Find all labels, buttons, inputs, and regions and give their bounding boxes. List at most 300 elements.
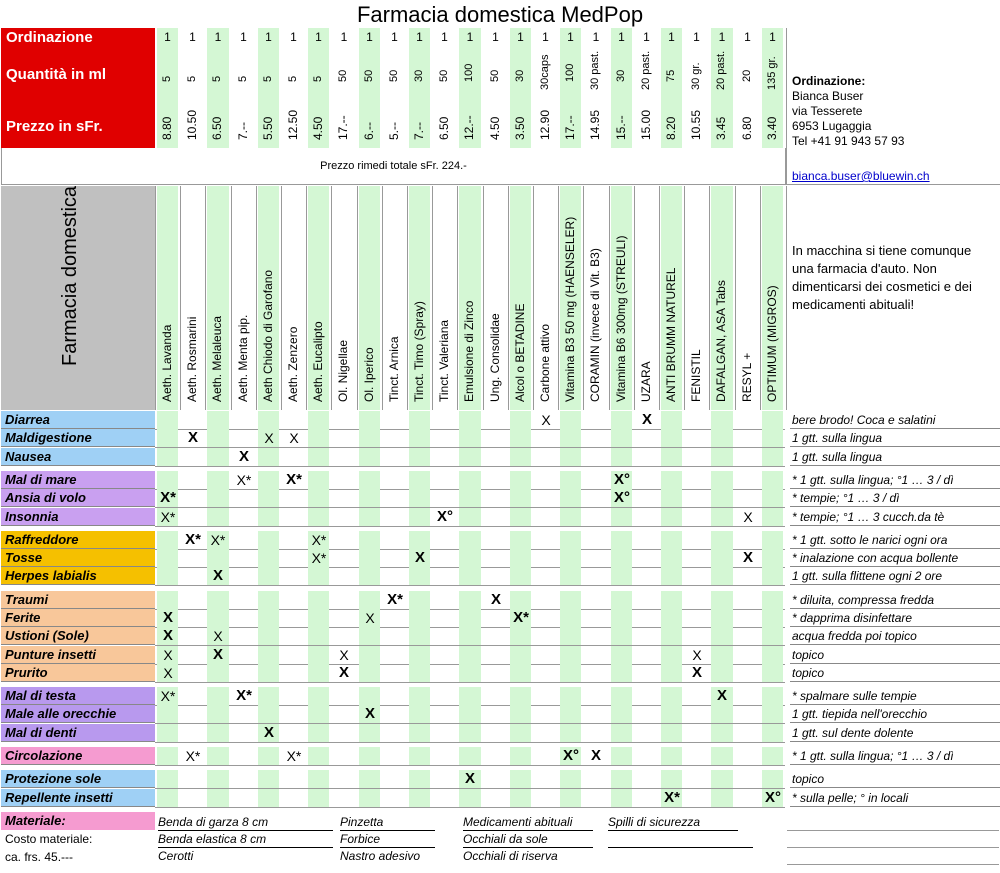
cell-mark: X*	[160, 688, 176, 704]
column-bg	[711, 567, 733, 585]
column-bg	[711, 591, 733, 609]
column-bg	[409, 429, 430, 447]
column-bg	[560, 549, 581, 567]
column-bg	[359, 687, 380, 705]
contact-heading: Ordinazione:	[792, 74, 866, 88]
column-bg	[661, 549, 682, 567]
product-name: Alcol o BETADINE	[513, 303, 527, 402]
column-bg	[762, 770, 783, 788]
material-item: Occhiali da sole	[463, 831, 593, 848]
cell-mark: X*	[311, 532, 327, 548]
column-bg	[711, 724, 733, 742]
row-divider	[155, 466, 785, 467]
cell-mark: X	[163, 665, 173, 681]
row-divider	[155, 742, 785, 743]
row-divider	[155, 526, 785, 527]
row-note: topico	[790, 646, 1000, 664]
column-bg	[308, 664, 329, 682]
column-bg	[308, 489, 329, 507]
column-bg	[459, 508, 481, 526]
header-labels	[1, 28, 155, 148]
column-bg	[409, 471, 430, 489]
column-bg	[157, 411, 178, 429]
column-divider	[457, 186, 458, 410]
column-bg	[510, 591, 531, 609]
product-name: Tinct. Valeriana	[437, 319, 451, 402]
price-value: 3.50	[513, 116, 527, 140]
column-bg	[510, 508, 531, 526]
column-bg	[157, 724, 178, 742]
order-qty: 1	[416, 30, 423, 44]
order-qty: 1	[240, 30, 247, 44]
product-name: FENISTIL	[689, 349, 703, 402]
cell-mark: X°	[613, 471, 630, 488]
row-note: * tempie; °1 … 3 / dì	[790, 489, 1000, 507]
price-value: 15.--	[614, 115, 628, 140]
row-label: Insonnia	[1, 508, 155, 526]
quantity-value: 5	[186, 75, 198, 82]
order-qty: 1	[265, 30, 272, 44]
product-name: Aeth. Melaleuca	[210, 315, 224, 402]
row-label: Mal di mare	[1, 471, 155, 489]
quantity-value: 100	[463, 63, 475, 82]
material-item: Cerotti	[158, 849, 194, 863]
column-bg	[711, 646, 733, 664]
column-divider	[735, 186, 736, 410]
column-bg	[711, 705, 733, 723]
column-bg	[459, 609, 481, 627]
column-bg	[611, 627, 632, 645]
row-note: * inalazione con acqua bollente	[790, 549, 1000, 567]
column-bg	[510, 646, 531, 664]
column-bg	[661, 531, 682, 549]
price-value: 3.45	[714, 116, 728, 140]
product-name: Emulsione di Zinco	[462, 300, 476, 402]
column-bg	[359, 747, 380, 765]
column-bg	[762, 705, 783, 723]
column-bg	[560, 489, 581, 507]
cell-mark: X*	[664, 789, 680, 806]
column-bg	[157, 429, 178, 447]
cell-mark: X	[339, 647, 349, 663]
column-bg	[661, 770, 682, 788]
column-bg	[308, 687, 329, 705]
column-bg	[762, 549, 783, 567]
column-bg	[409, 770, 430, 788]
column-bg	[359, 448, 380, 466]
product-name: ANTI BRUMM NATUREL	[664, 267, 678, 402]
column-bg	[409, 411, 430, 429]
column-bg	[459, 789, 481, 807]
quantity-value: 135 gr.	[766, 56, 778, 90]
price-value: 7.--	[412, 122, 426, 140]
column-bg	[510, 531, 531, 549]
column-bg	[560, 567, 581, 585]
column-divider	[709, 186, 710, 410]
cell-mark: X*	[236, 687, 252, 704]
cell-mark: X*	[286, 471, 302, 488]
column-bg	[711, 471, 733, 489]
column-bg	[157, 448, 178, 466]
column-bg	[207, 591, 229, 609]
price-value: 10.55	[689, 109, 703, 140]
cell-mark: X	[541, 412, 551, 428]
row-note: topico	[790, 664, 1000, 682]
column-bg	[762, 567, 783, 585]
price-value: 8.80	[160, 116, 174, 140]
contact-email[interactable]: bianca.buser@bluewin.ch	[792, 169, 930, 183]
product-name: Aeth. Rosmarini	[185, 316, 199, 402]
cell-mark: X	[464, 770, 475, 787]
column-divider	[256, 186, 257, 410]
product-name: Aeth. Lavanda	[160, 324, 174, 402]
column-bg	[157, 567, 178, 585]
price-value: 3.40	[765, 116, 779, 140]
column-bg	[762, 747, 783, 765]
cell-mark: X	[743, 509, 753, 525]
product-name: Ung. Consolidae	[488, 313, 502, 402]
row-divider	[155, 765, 785, 766]
column-bg	[560, 508, 581, 526]
contact-tel: Tel +41 91 943 57 93	[792, 134, 905, 148]
prezzo-label: Prezzo in sFr.	[6, 118, 103, 135]
column-bg	[762, 531, 783, 549]
column-divider	[306, 186, 307, 410]
cell-mark: X	[338, 664, 349, 681]
column-divider	[407, 186, 408, 410]
row-label: Herpes labialis	[1, 567, 155, 585]
column-bg	[258, 687, 279, 705]
column-bg	[510, 429, 531, 447]
column-bg	[560, 609, 581, 627]
cell-mark: X	[692, 647, 702, 663]
row-note: 1 gtt. sulla lingua	[790, 448, 1000, 466]
material-item: Benda elastica 8 cm	[158, 831, 333, 848]
materials-label: Materiale:	[1, 812, 155, 830]
quantity-value: 30 past.	[589, 50, 601, 90]
column-bg	[510, 687, 531, 705]
column-bg	[308, 448, 329, 466]
column-bg	[409, 627, 430, 645]
price-value: 5.50	[261, 116, 275, 140]
column-bg	[560, 724, 581, 742]
column-bg	[611, 705, 632, 723]
column-bg	[711, 549, 733, 567]
column-bg	[359, 789, 380, 807]
column-bg	[459, 747, 481, 765]
cell-mark: X*	[210, 532, 226, 548]
row-note: * dapprima disinfettare	[790, 609, 1000, 627]
column-bg	[560, 531, 581, 549]
column-bg	[258, 489, 279, 507]
column-bg	[560, 627, 581, 645]
order-qty: 1	[466, 30, 474, 44]
column-bg	[308, 747, 329, 765]
cell-mark: X*	[185, 531, 201, 548]
column-bg	[409, 789, 430, 807]
column-divider	[609, 186, 610, 410]
cell-mark: X*	[513, 609, 529, 626]
info-text: In macchina si tiene comunque una farmacia d'auto. Non dimenticarsi dei cosmetici e dei medicamenti abituali!	[792, 243, 972, 312]
column-bg	[157, 747, 178, 765]
cell-mark: X	[213, 628, 223, 644]
column-bg	[510, 567, 531, 585]
column-bg	[157, 591, 178, 609]
column-bg	[459, 489, 481, 507]
cell-mark: X°	[613, 489, 630, 506]
column-bg	[409, 609, 430, 627]
cell-mark: X*	[311, 550, 327, 566]
column-bg	[207, 508, 229, 526]
column-bg	[560, 646, 581, 664]
column-divider	[634, 186, 635, 410]
column-bg	[762, 411, 783, 429]
column-bg	[359, 508, 380, 526]
column-divider	[684, 186, 685, 410]
column-bg	[308, 705, 329, 723]
material-item: Medicamenti abituali	[463, 814, 593, 831]
column-bg	[207, 687, 229, 705]
product-name: Vitamina B3 50 mg (HAENSELER)	[563, 216, 577, 402]
row-divider	[155, 807, 785, 808]
row-label: Diarrea	[1, 411, 155, 429]
column-bg	[258, 411, 279, 429]
column-bg	[308, 724, 329, 742]
column-divider	[760, 186, 761, 410]
column-bg	[207, 789, 229, 807]
product-name: Aeth. Menta pip.	[236, 314, 250, 402]
side-label: Farmacia domestica	[59, 185, 81, 366]
column-bg	[510, 770, 531, 788]
row-note: * 1 gtt. sulla lingua; °1 … 3 / dì	[790, 747, 1000, 765]
column-bg	[258, 549, 279, 567]
column-bg	[711, 531, 733, 549]
total-text: Prezzo rimedi totale sFr. 224.-	[320, 160, 467, 172]
product-name: UZARA	[639, 361, 653, 402]
quantity-value: 5	[211, 75, 223, 82]
column-bg	[661, 489, 682, 507]
column-divider	[382, 186, 383, 410]
product-name: Ol. Iperico	[362, 347, 376, 402]
order-qty: 1	[391, 30, 398, 44]
quantity-value: 20 past.	[715, 50, 727, 90]
quantity-value: 30	[615, 69, 627, 82]
column-bg	[258, 531, 279, 549]
cell-mark: X	[490, 591, 501, 608]
order-qty: 1	[618, 30, 625, 44]
row-label: Circolazione	[1, 747, 155, 765]
price-value: 4.50	[488, 116, 502, 140]
column-bg	[258, 789, 279, 807]
column-divider	[558, 186, 559, 410]
column-bg	[611, 549, 632, 567]
column-bg	[409, 567, 430, 585]
column-bg	[510, 411, 531, 429]
quantity-value: 5	[237, 75, 249, 82]
row-note: 1 gtt. tiepida nell'orecchio	[790, 705, 1000, 723]
column-bg	[459, 646, 481, 664]
column-bg	[157, 705, 178, 723]
quantity-value: 75	[665, 69, 677, 82]
order-qty: 1	[693, 30, 700, 44]
column-bg	[359, 411, 380, 429]
column-bg	[661, 448, 682, 466]
column-bg	[258, 627, 279, 645]
column-bg	[409, 448, 430, 466]
column-divider	[508, 186, 509, 410]
column-bg	[258, 609, 279, 627]
column-bg	[207, 429, 229, 447]
row-note: acqua fredda poi topico	[790, 627, 1000, 645]
product-name: Aeth. Zenzero	[286, 326, 300, 402]
column-bg	[459, 567, 481, 585]
column-bg	[359, 531, 380, 549]
cell-mark: X	[263, 724, 274, 741]
column-bg	[459, 591, 481, 609]
quantity-value: 50	[438, 69, 450, 82]
column-bg	[611, 664, 632, 682]
cell-mark: X*	[185, 748, 201, 764]
quantita-label: Quantità in ml	[6, 66, 107, 83]
product-name: OPTIMUM (MIGROS)	[765, 285, 779, 402]
column-bg	[157, 789, 178, 807]
column-bg	[359, 429, 380, 447]
column-bg	[409, 724, 430, 742]
column-bg	[711, 448, 733, 466]
row-note: 1 gtt. sulla flittene ogni 2 ore	[790, 567, 1000, 585]
column-bg	[661, 567, 682, 585]
price-value: 17.--	[336, 115, 350, 140]
cell-mark: X	[264, 430, 274, 446]
column-bg	[661, 591, 682, 609]
column-bg	[459, 549, 481, 567]
column-divider	[331, 186, 332, 410]
cell-mark: X	[364, 705, 375, 722]
price-value: 12.--	[462, 115, 476, 140]
cell-mark: X	[238, 448, 249, 465]
row-label: Mal di denti	[1, 724, 155, 742]
column-bg	[409, 705, 430, 723]
column-bg	[510, 549, 531, 567]
product-name: Carbone attivo	[538, 323, 552, 402]
row-label: Male alle orecchie	[1, 705, 155, 723]
product-name: Aeth Chiodo di Garofano	[261, 269, 275, 402]
column-bg	[308, 770, 329, 788]
column-bg	[661, 508, 682, 526]
order-qty: 1	[643, 30, 650, 44]
cell-mark: X	[163, 647, 173, 663]
price-value: 4.50	[311, 116, 325, 140]
column-bg	[459, 531, 481, 549]
column-bg	[308, 591, 329, 609]
price-value: 5.--	[387, 122, 401, 140]
quantity-value: 50	[489, 69, 501, 82]
cell-mark: X°	[764, 789, 781, 806]
column-divider	[155, 186, 156, 410]
column-bg	[258, 508, 279, 526]
column-bg	[611, 411, 632, 429]
price-value: 15.00	[639, 109, 653, 140]
column-bg	[459, 448, 481, 466]
column-bg	[258, 664, 279, 682]
cell-mark: X	[187, 429, 198, 446]
cell-mark: X	[742, 549, 753, 566]
row-note: * diluita, compressa fredda	[790, 591, 1000, 609]
column-bg	[359, 549, 380, 567]
column-bg	[308, 429, 329, 447]
column-bg	[510, 448, 531, 466]
column-bg	[560, 411, 581, 429]
column-bg	[711, 429, 733, 447]
column-bg	[661, 705, 682, 723]
cell-mark: X*	[236, 472, 252, 488]
column-bg	[560, 705, 581, 723]
price-value: 6.50	[437, 116, 451, 140]
quantity-value: 50	[337, 69, 349, 82]
contact-box	[786, 28, 1000, 185]
price-value: 12.90	[538, 109, 552, 140]
product-name: RESYL +	[740, 352, 754, 402]
price-value: 7.--	[236, 122, 250, 140]
column-bg	[459, 627, 481, 645]
column-divider	[205, 186, 206, 410]
row-label: Protezione sole	[1, 770, 155, 788]
column-bg	[711, 747, 733, 765]
column-bg	[560, 770, 581, 788]
quantity-value: 5	[262, 75, 274, 82]
column-bg	[207, 411, 229, 429]
column-bg	[258, 646, 279, 664]
quantity-value: 5	[161, 75, 173, 82]
cell-mark: X	[641, 411, 652, 428]
material-line	[787, 830, 999, 831]
contact-street: via Tesserete	[792, 104, 863, 118]
column-bg	[611, 789, 632, 807]
column-bg	[711, 411, 733, 429]
row-note: * tempie; °1 … 3 cucch.da tè	[790, 508, 1000, 526]
column-bg	[409, 489, 430, 507]
column-bg	[359, 567, 380, 585]
quantity-value: 50	[388, 69, 400, 82]
column-bg	[459, 471, 481, 489]
row-label: Maldigestione	[1, 429, 155, 447]
order-qty: 1	[366, 30, 373, 44]
column-bg	[308, 508, 329, 526]
column-bg	[510, 471, 531, 489]
quantity-value: 50	[363, 69, 375, 82]
column-bg	[611, 724, 632, 742]
column-bg	[258, 448, 279, 466]
column-bg	[661, 411, 682, 429]
column-bg	[459, 411, 481, 429]
column-divider	[533, 186, 534, 410]
material-item: Benda di garza 8 cm	[158, 814, 333, 831]
contact-name: Bianca Buser	[792, 89, 864, 103]
column-divider	[483, 186, 484, 410]
column-bg	[762, 609, 783, 627]
quantity-value: 30	[413, 69, 425, 82]
column-bg	[510, 627, 531, 645]
column-divider	[583, 186, 584, 410]
column-bg	[359, 471, 380, 489]
column-divider	[180, 186, 181, 410]
column-bg	[762, 508, 783, 526]
column-bg	[359, 664, 380, 682]
cell-mark: X	[365, 610, 375, 626]
column-bg	[359, 489, 380, 507]
column-bg	[258, 705, 279, 723]
column-bg	[207, 471, 229, 489]
